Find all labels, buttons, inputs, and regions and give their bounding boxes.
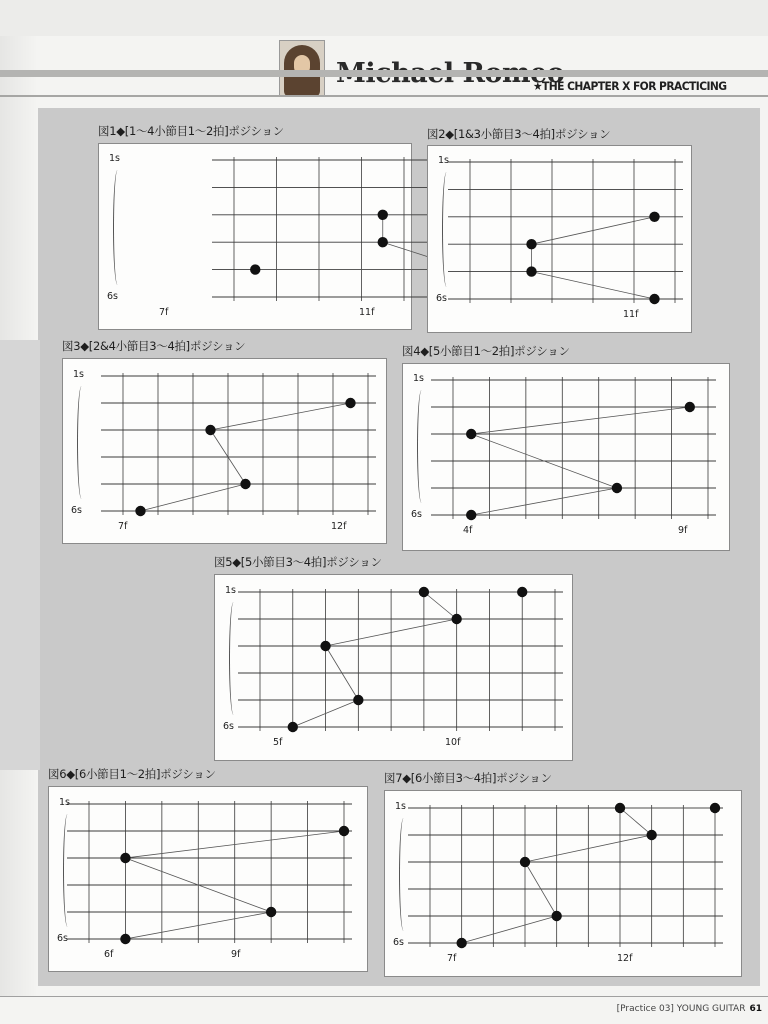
finger-dot: [615, 803, 625, 813]
fig7-grid-svg: [385, 791, 741, 976]
finger-dot: [466, 510, 476, 520]
finger-dot: [419, 587, 429, 597]
finger-dot: [288, 722, 298, 732]
fret-number-label: 12f: [331, 521, 347, 532]
connector-line: [424, 592, 457, 619]
fig6-grid-svg: [49, 787, 367, 971]
fig7-fretboard-diagram: [384, 790, 742, 977]
fig5-fretboard-diagram: [214, 574, 573, 761]
finger-dot: [120, 853, 130, 863]
top-string-label: 1s: [413, 373, 424, 384]
bottom-string-label: 6s: [393, 937, 404, 948]
fig6-caption: 図6◆[6小節目1～2拍]ポジション: [48, 767, 216, 781]
string-range-brace: [63, 814, 72, 927]
connector-line: [471, 488, 617, 515]
finger-dot: [345, 398, 355, 408]
top-string-label: 1s: [73, 369, 84, 380]
fig1-fretboard-diagram: [98, 143, 412, 330]
finger-dot: [240, 479, 250, 489]
fret-number-label: 9f: [678, 525, 688, 536]
finger-dot: [266, 907, 276, 917]
finger-dot: [612, 483, 622, 493]
finger-dot: [649, 212, 659, 222]
fig3-caption: 図3◆[2&4小節目3～4拍]ポジション: [62, 339, 246, 353]
fig2-fretboard-diagram: [427, 145, 692, 333]
page-footer: [617, 1004, 762, 1014]
finger-dot: [456, 938, 466, 948]
fig4-grid-svg: [403, 364, 729, 550]
fig1-grid-svg: [99, 144, 411, 329]
string-range-brace: [77, 386, 86, 499]
page-subtitle: ★THE CHAPTER X FOR PRACTICING: [533, 79, 727, 93]
fret-number-label: 6f: [104, 949, 114, 960]
fret-number-label: 4f: [463, 525, 473, 536]
footer-rule: [0, 996, 768, 997]
finger-dot: [685, 402, 695, 412]
header-rule-thick: [0, 70, 768, 77]
bottom-string-label: 6s: [71, 505, 82, 516]
fig5-caption: 図5◆[5小節目3～4拍]ポジション: [214, 555, 382, 569]
fig2-caption: 図2◆[1&3小節目3～4拍]ポジション: [427, 127, 611, 141]
fret-number-label: 11f: [623, 309, 639, 320]
finger-dot: [649, 294, 659, 304]
finger-dot: [320, 641, 330, 651]
fret-number-label: 12f: [617, 953, 633, 964]
top-string-label: 1s: [225, 585, 236, 596]
top-string-label: 1s: [438, 155, 449, 166]
fig4-fretboard-diagram: [402, 363, 730, 551]
finger-dot: [526, 239, 536, 249]
finger-dot: [451, 614, 461, 624]
fret-number-label: 7f: [159, 307, 169, 318]
fig3-grid-svg: [63, 359, 386, 543]
fig2-grid-svg: [428, 146, 691, 332]
fig7-caption: 図7◆[6小節目3～4拍]ポジション: [384, 771, 552, 785]
fig1-caption: 図1◆[1～4小節目1～2拍]ポジション: [98, 124, 284, 138]
fig6-fretboard-diagram: [48, 786, 368, 972]
finger-dot: [339, 826, 349, 836]
top-string-label: 1s: [109, 153, 120, 164]
connector-line: [620, 808, 652, 835]
fret-number-label: 5f: [273, 737, 283, 748]
header-rule-thin: [0, 95, 768, 97]
finger-dot: [517, 587, 527, 597]
finger-dot: [646, 830, 656, 840]
finger-dot: [250, 264, 260, 274]
gray-background-panel-left: [0, 340, 40, 770]
string-range-brace: [113, 170, 122, 285]
connector-line: [211, 403, 351, 430]
top-string-label: 1s: [59, 797, 70, 808]
string-range-brace: [399, 818, 408, 931]
connector-line: [462, 916, 557, 943]
fret-number-label: 11f: [359, 307, 375, 318]
finger-dot: [520, 857, 530, 867]
finger-dot: [205, 425, 215, 435]
fret-number-label: 7f: [447, 953, 457, 964]
finger-dot: [120, 934, 130, 944]
bottom-string-label: 6s: [107, 291, 118, 302]
connector-line: [471, 407, 690, 434]
fret-number-label: 9f: [231, 949, 241, 960]
string-range-brace: [442, 172, 451, 287]
footer-label: [Practice 03] YOUNG GUITAR: [616, 1004, 746, 1014]
fig4-caption: 図4◆[5小節目1～2拍]ポジション: [402, 344, 570, 358]
finger-dot: [378, 237, 388, 247]
bottom-string-label: 6s: [223, 721, 234, 732]
fret-number-label: 10f: [445, 737, 461, 748]
finger-dot: [135, 506, 145, 516]
bottom-string-label: 6s: [436, 293, 447, 304]
fig5-grid-svg: [215, 575, 572, 760]
bottom-string-label: 6s: [411, 509, 422, 520]
bottom-string-label: 6s: [57, 933, 68, 944]
finger-dot: [710, 803, 720, 813]
fret-number-label: 7f: [118, 521, 128, 532]
page-top-margin: [0, 0, 768, 36]
fig3-fretboard-diagram: [62, 358, 387, 544]
artist-photo: [279, 40, 325, 97]
finger-dot: [526, 266, 536, 276]
finger-dot: [466, 429, 476, 439]
string-range-brace: [229, 602, 238, 715]
finger-dot: [551, 911, 561, 921]
top-string-label: 1s: [395, 801, 406, 812]
finger-dot: [353, 695, 363, 705]
page-number: 61: [749, 1004, 762, 1014]
finger-dot: [378, 210, 388, 220]
string-range-brace: [417, 390, 426, 503]
